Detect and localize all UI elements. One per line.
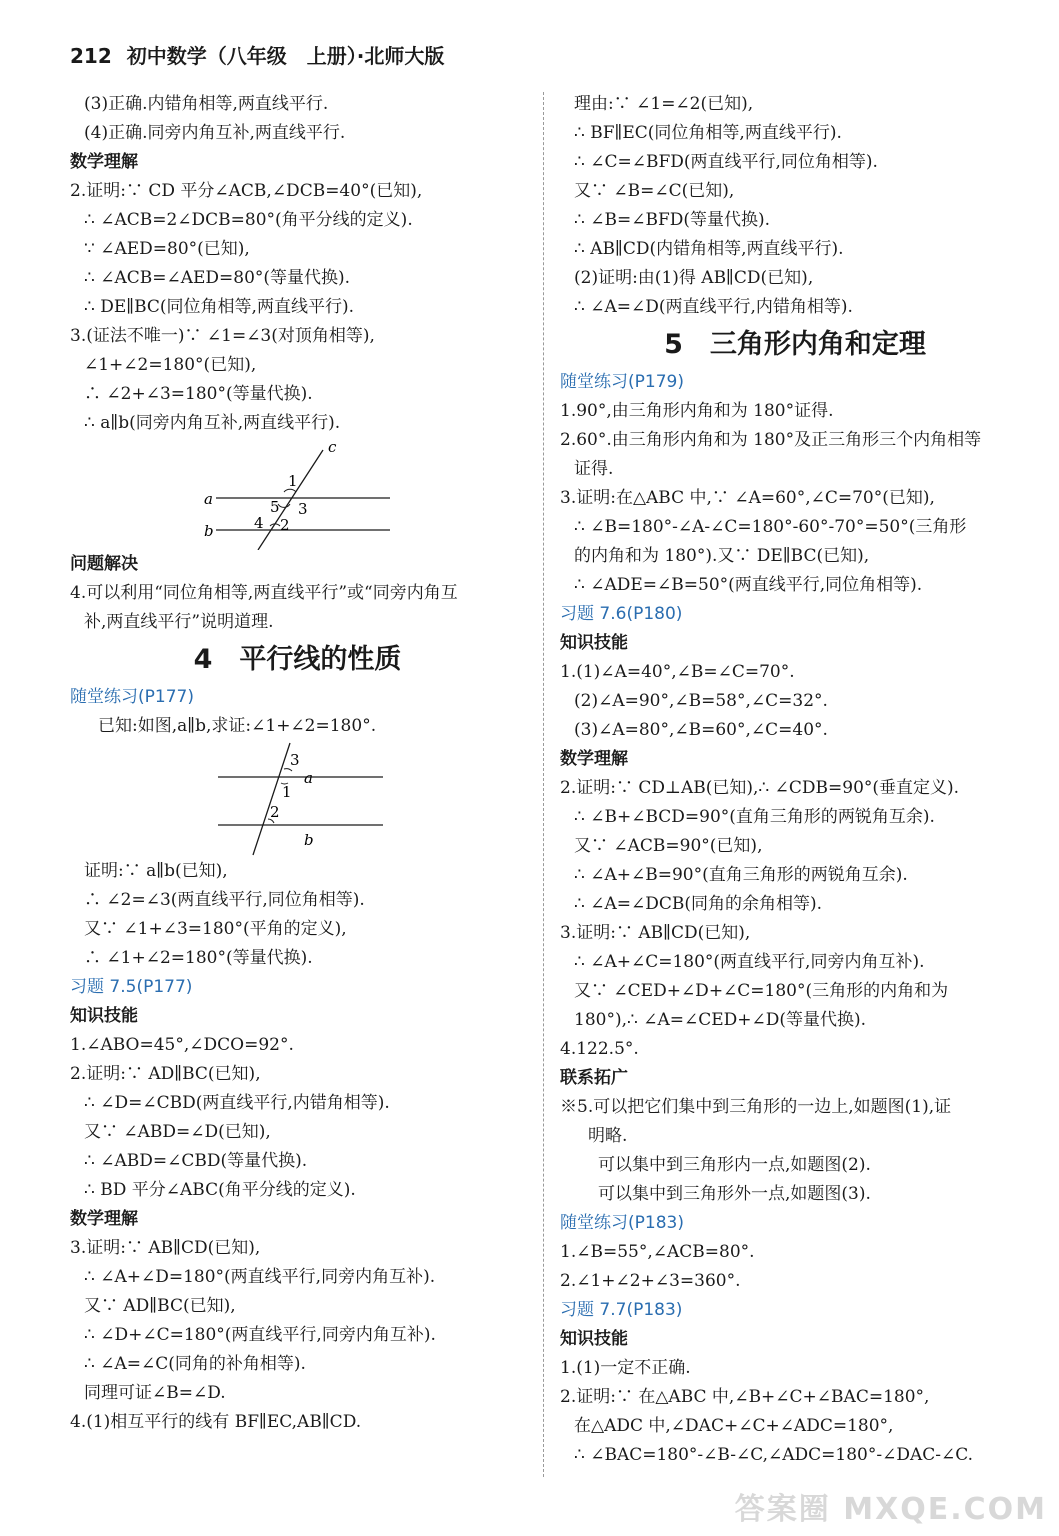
text-line: 又∵ ∠CED+∠D+∠C=180°(三角形的内角和为: [574, 981, 949, 1001]
text-line: ∴ DE∥BC(同位角相等,两直线平行).: [84, 297, 354, 317]
practice-heading: 随堂练习(P177): [70, 687, 194, 707]
text-line: (3)∠A=80°,∠B=60°,∠C=40°.: [574, 720, 828, 740]
text-line: ∴ ∠B=180°-∠A-∠C=180°-60°-70°=50°(三角形: [574, 517, 967, 537]
text-line: 又∵ ∠B=∠C(已知),: [574, 181, 735, 201]
text-line: 可以集中到三角形外一点,如题图(3).: [598, 1184, 871, 1204]
text-line: 2.证明:∵ CD 平分∠ACB,∠DCB=40°(已知),: [70, 181, 423, 201]
text-line: 2.60°.由三角形内角和为 180°及正三角形三个内角相等: [560, 430, 982, 450]
text-line: 又∵ AD∥BC(已知),: [84, 1296, 236, 1316]
text-line: 3.证明:∵ AB∥CD(已知),: [70, 1238, 261, 1258]
text-line: ∴ ∠C=∠BFD(两直线平行,同位角相等).: [574, 152, 878, 172]
practice-heading: 随堂练习(P179): [560, 372, 684, 392]
book-title: 初中数学（八年级 上册）·北师大版: [126, 44, 445, 68]
text-line: 又∵ ∠ABD=∠D(已知),: [84, 1122, 271, 1142]
text-line: 1.∠B=55°,∠ACB=80°.: [560, 1242, 755, 1262]
subsection-heading: 数学理解: [70, 1209, 138, 1229]
text-line: ∴ ∠A=∠DCB(同角的余角相等).: [574, 894, 823, 914]
text-line: 的内角和为 180°).又∵ DE∥BC(已知),: [574, 546, 870, 566]
text-line: (4)正确.同旁内角互补,两直线平行.: [84, 123, 346, 143]
text-line: 明略.: [588, 1126, 628, 1146]
exercise-heading: 习题 7.6(P180): [560, 604, 683, 624]
column-divider: [543, 92, 544, 1477]
label-angle-3: 3: [289, 751, 300, 769]
exercise-heading: 习题 7.7(P183): [560, 1300, 683, 1320]
label-b: b: [203, 522, 214, 540]
label-b: b: [303, 831, 314, 849]
text-line: 补,两直线平行”说明道理.: [84, 612, 274, 632]
text-line: 4.可以利用“同位角相等,两直线平行”或“同旁内角互: [70, 583, 458, 603]
text-line: ∴ BD 平分∠ABC(角平分线的定义).: [84, 1180, 356, 1200]
angle-arc: [284, 769, 292, 771]
subsection-heading: 联系拓广: [560, 1068, 628, 1088]
text-line: ※5.可以把它们集中到三角形的一边上,如题图(1),证: [560, 1097, 952, 1117]
section-title: 4 平行线的性质: [193, 644, 402, 675]
right-column: [560, 90, 1030, 1470]
text-line: 3.证明:在△ABC 中,∵ ∠A=60°,∠C=70°(已知),: [560, 488, 935, 508]
text-line: 2.证明:∵ AD∥BC(已知),: [70, 1064, 261, 1084]
text-line: 2.证明:∵ CD⊥AB(已知),∴ ∠CDB=90°(垂直定义).: [560, 778, 960, 798]
text-line: (3)正确.内错角相等,两直线平行.: [84, 94, 329, 114]
text-line: ∵ ∠AED=80°(已知),: [84, 239, 250, 259]
label-a: a: [203, 490, 213, 508]
text-line: 证得.: [574, 459, 614, 479]
text-line: 1.90°,由三角形内角和为 180°证得.: [560, 401, 834, 421]
text-line: ∴ ∠BAC=180°-∠B-∠C,∠ADC=180°-∠DAC-∠C.: [574, 1445, 974, 1465]
subsection-heading: 知识技能: [560, 1329, 628, 1349]
text-line: ∴ ∠D=∠CBD(两直线平行,内错角相等).: [84, 1093, 390, 1113]
label-angle-4: 4: [253, 514, 264, 532]
page-header: [70, 40, 444, 69]
figure-parallel-lines-1: [70, 438, 525, 550]
text-line: ∴ ∠ACB=∠AED=80°(等量代换).: [84, 268, 351, 288]
text-line: 证明:∵ a∥b(已知),: [84, 861, 228, 881]
text-line: ∴ ∠2=∠3(两直线平行,同位角相等).: [84, 890, 365, 910]
text-line: 4.(1)相互平行的线有 BF∥EC,AB∥CD.: [70, 1412, 362, 1432]
text-line: ∴ ∠A+∠D=180°(两直线平行,同旁内角互补).: [84, 1267, 436, 1287]
subsection-heading: 知识技能: [560, 633, 628, 653]
text-line: ∴ BF∥EC(同位角相等,两直线平行).: [574, 123, 842, 143]
text-line: 1.(1)一定不正确.: [560, 1358, 691, 1378]
section-title: 5 三角形内角和定理: [664, 329, 926, 360]
subsection-heading: 数学理解: [70, 152, 138, 172]
left-column: [70, 90, 525, 1437]
label-angle-1: 1: [281, 783, 292, 801]
text-line: 又∵ ∠ACB=90°(已知),: [574, 836, 763, 856]
subsection-heading: 知识技能: [70, 1006, 138, 1026]
text-line: 3.(证法不唯一)∵ ∠1=∠3(对顶角相等),: [70, 326, 375, 346]
text-line: 1.∠ABO=45°,∠DCO=92°.: [70, 1035, 294, 1055]
label-angle-5: 5: [269, 498, 280, 516]
watermark-logo: 答案圈 MXQE.COM: [734, 1492, 1047, 1527]
text-line: ∴ ∠A=∠C(同角的补角相等).: [84, 1354, 306, 1374]
text-line: ∴ ∠ADE=∠B=50°(两直线平行,同位角相等).: [574, 575, 923, 595]
text-line: 4.122.5°.: [560, 1039, 639, 1059]
page-number: 212: [70, 44, 112, 68]
text-line: ∴ ∠D+∠C=180°(两直线平行,同旁内角互补).: [84, 1325, 436, 1345]
practice-heading: 随堂练习(P183): [560, 1213, 684, 1233]
text-line: ∴ ∠ABD=∠CBD(等量代换).: [84, 1151, 308, 1171]
figure-parallel-lines-2: [70, 741, 525, 857]
text-line: 180°),∴ ∠A=∠CED+∠D(等量代换).: [574, 1010, 867, 1030]
text-line: 在△ADC 中,∠DAC+∠C+∠ADC=180°,: [574, 1416, 894, 1436]
text-line: 同理可证∠B=∠D.: [84, 1383, 226, 1403]
label-angle-1: 1: [287, 472, 298, 490]
text-line: ∴ a∥b(同旁内角互补,两直线平行).: [84, 413, 341, 433]
text-line: ∴ ∠A+∠B=90°(直角三角形的两锐角互余).: [574, 865, 908, 885]
text-line: 理由:∵ ∠1=∠2(已知),: [574, 94, 754, 114]
text-line: (2)∠A=90°,∠B=58°,∠C=32°.: [574, 691, 828, 711]
text-line: ∴ ∠B+∠BCD=90°(直角三角形的两锐角互余).: [574, 807, 935, 827]
text-line: 2.证明:∵ 在△ABC 中,∠B+∠C+∠BAC=180°,: [560, 1387, 930, 1407]
text-line: 1.(1)∠A=40°,∠B=∠C=70°.: [560, 662, 795, 682]
label-angle-2: 2: [279, 516, 290, 534]
label-c: c: [327, 438, 336, 456]
text-line: ∴ ∠ACB=2∠DCB=80°(角平分线的定义).: [84, 210, 413, 230]
text-line: ∴ ∠A=∠D(两直线平行,内错角相等).: [574, 297, 853, 317]
label-angle-2: 2: [269, 803, 280, 821]
label-a: a: [303, 769, 313, 787]
subsection-heading: 数学理解: [560, 749, 628, 769]
exercise-heading: 习题 7.5(P177): [70, 977, 193, 997]
line-c: [258, 450, 323, 550]
text-line: 又∵ ∠1+∠3=180°(平角的定义),: [84, 919, 347, 939]
text-line: ∴ ∠2+∠3=180°(等量代换).: [84, 384, 313, 404]
text-line: 3.证明:∵ AB∥CD(已知),: [560, 923, 751, 943]
text-line: ∠1+∠2=180°(已知),: [84, 355, 257, 375]
text-line: (2)证明:由(1)得 AB∥CD(已知),: [574, 268, 814, 288]
label-angle-3: 3: [297, 500, 308, 518]
text-line: ∴ ∠B=∠BFD(等量代换).: [574, 210, 771, 230]
text-line: 已知:如图,a∥b,求证:∠1+∠2=180°.: [98, 716, 377, 736]
text-line: ∴ AB∥CD(内错角相等,两直线平行).: [574, 239, 844, 259]
text-line: 2.∠1+∠2+∠3=360°.: [560, 1271, 741, 1291]
text-line: ∴ ∠A+∠C=180°(两直线平行,同旁内角互补).: [574, 952, 925, 972]
text-line: ∴ ∠1+∠2=180°(等量代换).: [84, 948, 313, 968]
text-line: 可以集中到三角形内一点,如题图(2).: [598, 1155, 871, 1175]
subsection-heading: 问题解决: [70, 554, 138, 574]
